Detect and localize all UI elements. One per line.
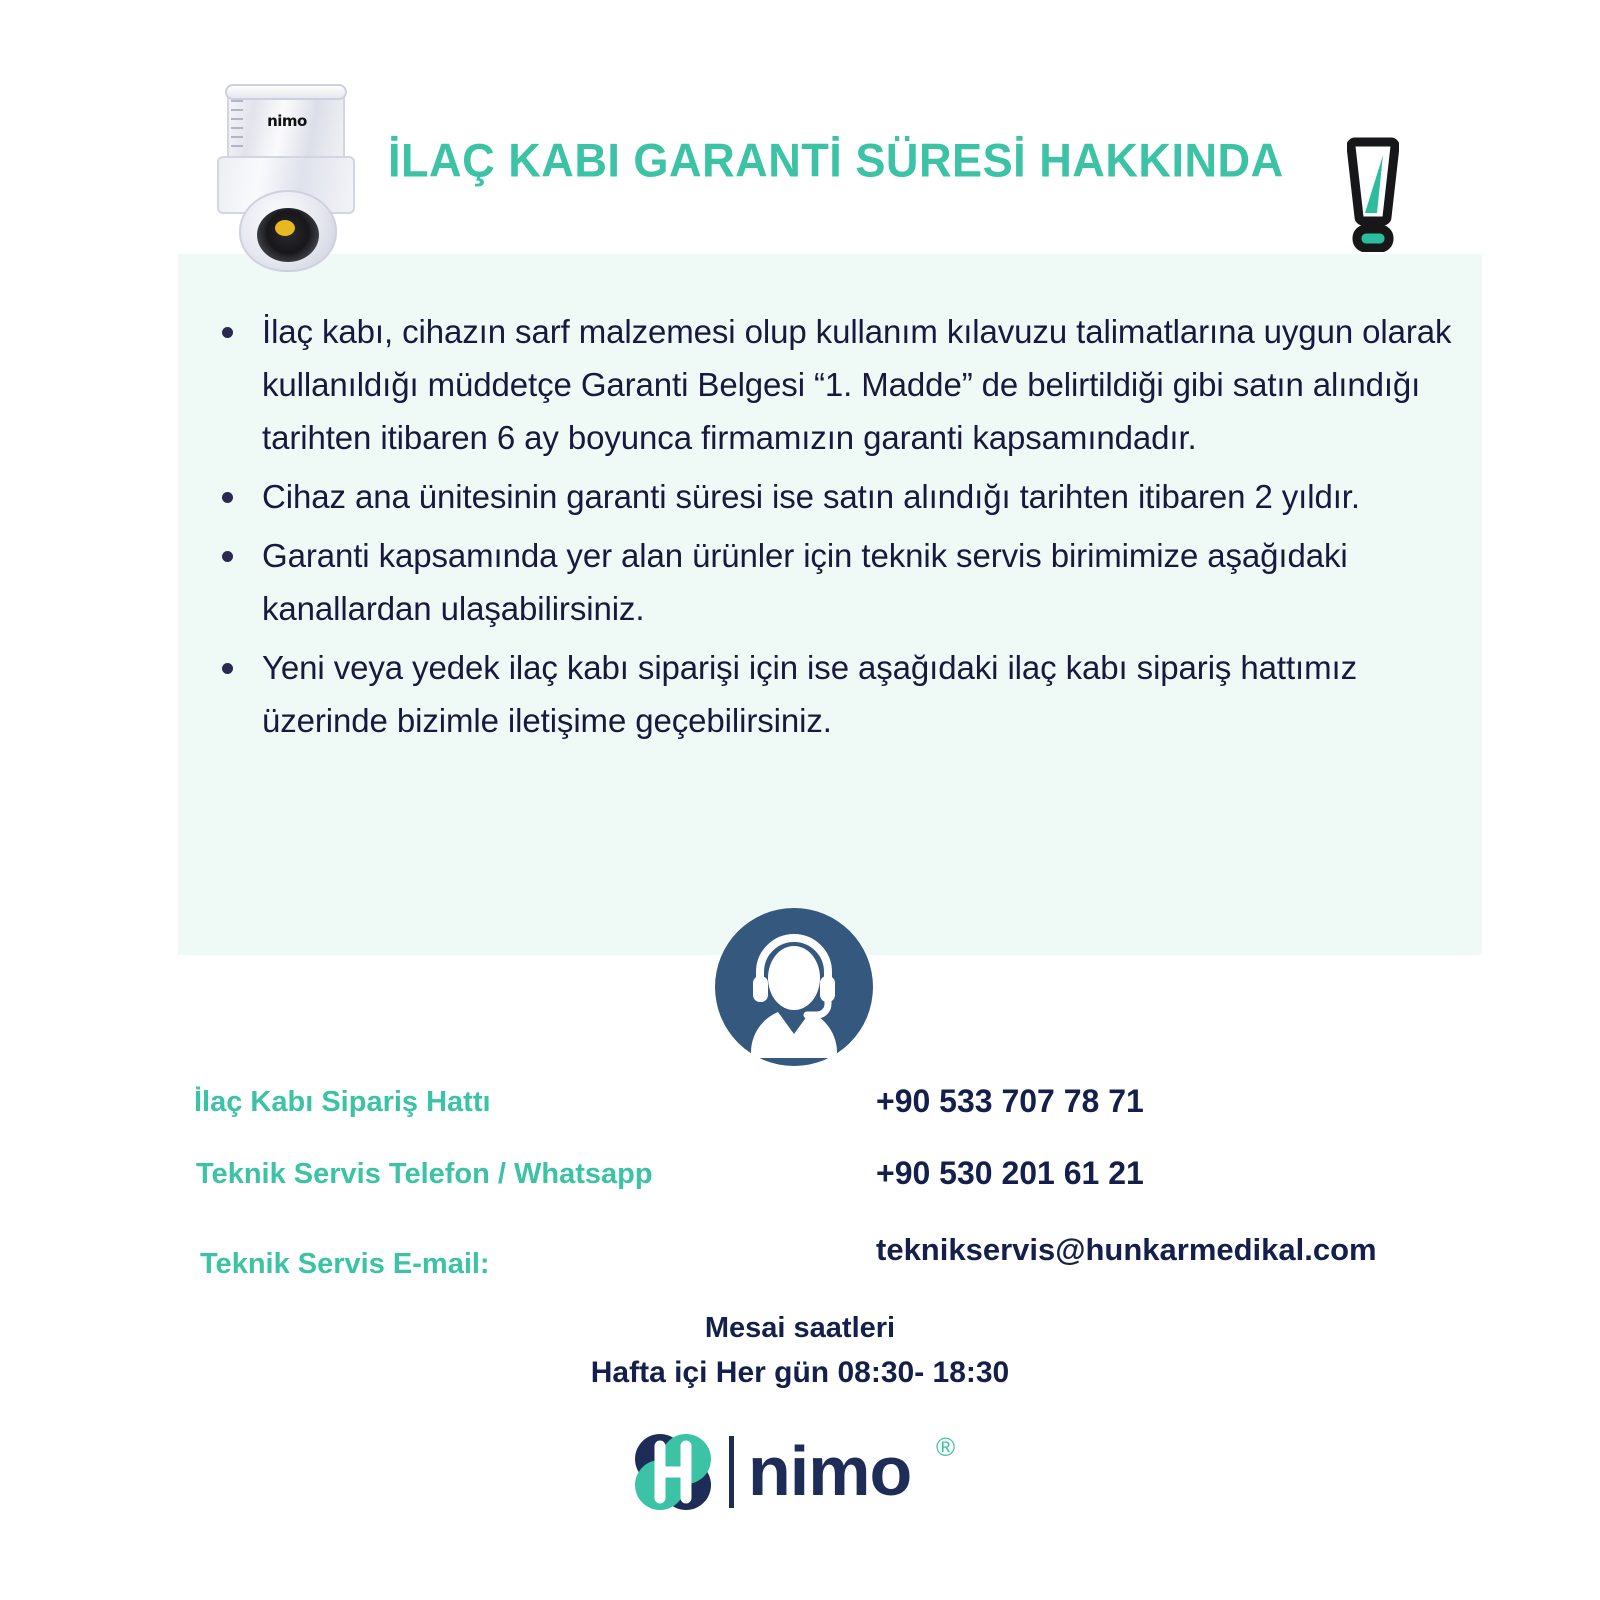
contact-label: Teknik Servis E-mail: — [200, 1248, 490, 1280]
nimo-h-mark-icon — [630, 1432, 716, 1512]
logo-wordmark: nimo — [748, 1432, 912, 1510]
cup-rim — [225, 84, 347, 100]
contact-label: İlaç Kabı Sipariş Hattı — [194, 1086, 491, 1118]
working-hours-title: Mesai saatleri — [704, 1312, 896, 1344]
support-headset-icon — [715, 908, 873, 1066]
list-item: İlaç kabı, cihazın sarf malzemesi olup kullanım kılavuzu talimatlarına uygun olarak kullanıldığı müddetçe Garanti Belgesi “1. Madde” de belirtildiği gibi satın alındığı tarihten itibaren 6 ay boyunca firmamızın garanti kapsamındadır. — [206, 305, 1456, 464]
contact-row-order-line — [0, 1076, 1600, 1148]
contact-value-phone[interactable]: +90 533 707 78 71 — [876, 1083, 1144, 1119]
list-item: Cihaz ana ünitesinin garanti süresi ise satın alındığı tarihten itibaren 2 yıldır. — [206, 470, 1456, 523]
header — [0, 0, 1600, 260]
contact-list — [0, 1076, 1600, 1292]
medicine-cup-photo — [205, 82, 365, 272]
contact-row-technical-phone — [0, 1148, 1600, 1220]
working-hours — [0, 1306, 1600, 1396]
list-item: Yeni veya yedek ilaç kabı siparişi için ise aşağıdaki ilaç kabı sipariş hattımız üzerinde bizimle iletişime geçebilirsiniz. — [206, 641, 1456, 747]
page-title: İLAÇ KABI GARANTİ SÜRESİ HAKKINDA — [388, 133, 1284, 187]
contact-label: Teknik Servis Telefon / Whatsapp — [196, 1158, 653, 1190]
contact-value-email[interactable]: teknikservis@hunkarmedikal.com — [876, 1232, 1377, 1267]
contact-row-technical-email — [0, 1220, 1600, 1292]
exclamation-mark-icon — [1347, 137, 1399, 252]
cup-scale-marks — [231, 100, 243, 148]
list-item: Garanti kapsamında yer alan ürünler için teknik servis birimimize aşağıdaki kanallardan ulaşabilirsiniz. — [206, 529, 1456, 635]
cup-brand-label: nimo — [267, 112, 307, 130]
cup-nozzle-dot — [275, 220, 295, 236]
registered-trademark-icon: ® — [936, 1432, 956, 1462]
bullet-list — [206, 305, 1456, 753]
brand-logo — [630, 1430, 970, 1522]
working-hours-value: Hafta içi Her gün 08:30- 18:30 — [590, 1356, 1010, 1389]
logo-divider — [729, 1436, 734, 1508]
contact-value-phone[interactable]: +90 530 201 61 21 — [876, 1155, 1144, 1191]
